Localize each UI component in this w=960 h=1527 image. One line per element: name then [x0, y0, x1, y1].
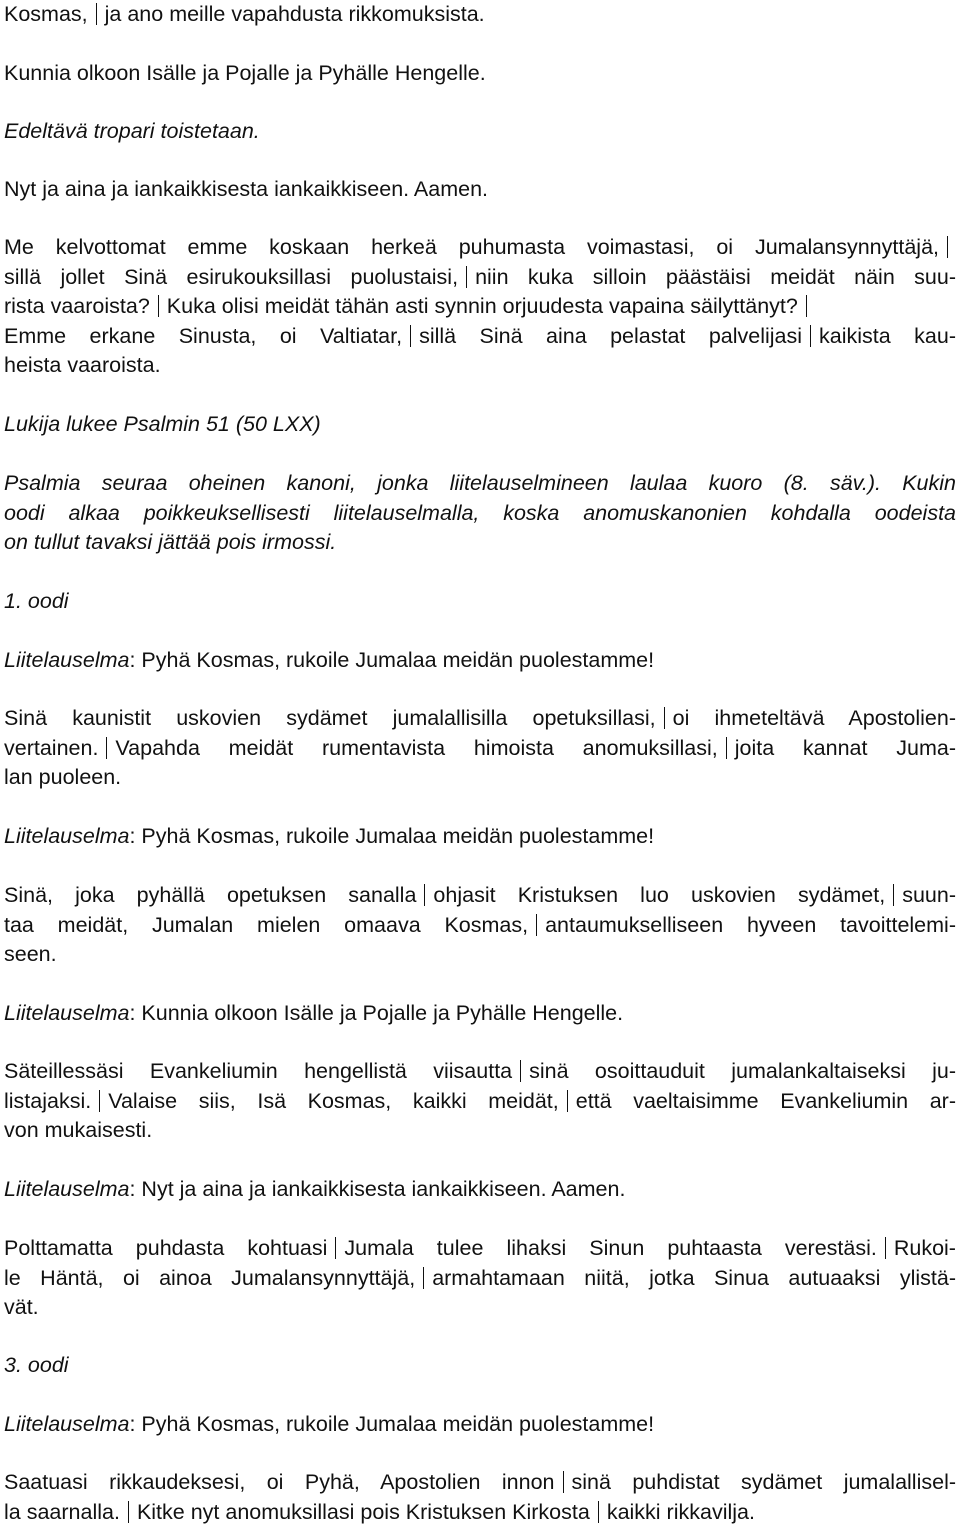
text-segment: suun-	[902, 883, 956, 907]
text-segment: Jumala tulee lihaksi Sinun puhtaasta verestäsi.	[344, 1236, 877, 1260]
phrase-divider	[536, 914, 537, 936]
text-segment: Vapahda meidät rumentavista himoista anomuksillasi,	[115, 735, 718, 760]
phrase-divider	[106, 737, 107, 759]
text-line	[4, 263, 956, 293]
phrase-divider	[598, 1501, 599, 1523]
phrase-divider	[893, 884, 894, 906]
refrain-label: Liitelauselma	[4, 648, 130, 672]
text-line: on tullut tavaksi jättää pois irmossi.	[4, 530, 337, 554]
text-segment: vertainen.	[4, 735, 99, 760]
text-line	[4, 881, 956, 911]
text-segment: Saatuasi rikkaudeksesi, oi Pyhä, Apostolien innon	[4, 1470, 555, 1494]
text-line: lan puoleen.	[4, 765, 122, 789]
refrain-label: Liitelauselma	[4, 1001, 130, 1025]
text-line	[4, 1498, 956, 1527]
ode-heading-1	[4, 587, 956, 617]
text-segment: Emme erkane Sinusta, oi Valtiatar,	[4, 323, 403, 348]
text-segment: Me kelvottomat emme koskaan herkeä puhumasta voimastasi, oi Jumalansynnyttäjä,	[4, 235, 939, 259]
text-line	[4, 292, 956, 322]
text-line	[4, 646, 956, 676]
text-segment: oi ihmeteltävä Apostolien-	[672, 706, 956, 730]
text-line: vät.	[4, 1295, 39, 1319]
refrain-line	[4, 1410, 956, 1440]
text-line	[4, 999, 956, 1029]
text-line: Edeltävä tropari toistetaan.	[4, 119, 260, 143]
troparion-block	[4, 704, 956, 793]
rubric-psalm	[4, 410, 956, 440]
text-line	[4, 0, 956, 30]
text-segment: Kosmas,	[4, 2, 88, 26]
text-segment: rista vaaroista?	[4, 294, 150, 318]
text-line: seen.	[4, 942, 57, 966]
phrase-divider	[520, 1060, 521, 1082]
text-segment: taa meidät, Jumalan mielen omaava Kosmas,	[4, 912, 529, 937]
text-block-now-and-ever	[4, 175, 956, 205]
text-segment: la saarnalla.	[4, 1499, 120, 1524]
phrase-divider	[128, 1501, 129, 1523]
text-line	[4, 1087, 956, 1117]
phrase-divider	[947, 236, 948, 258]
theotokion-block	[4, 233, 956, 381]
text-segment: Polttamatta puhdasta kohtuasi	[4, 1236, 328, 1260]
phrase-divider	[466, 266, 467, 288]
text-line	[4, 1468, 956, 1498]
text-segment: Kuka olisi meidät tähän asti synnin orjuudesta vapaina säilyttänyt?	[166, 294, 798, 318]
text-line: heista vaaroista.	[4, 353, 161, 377]
text-line: Nyt ja aina ja iankaikkisesta iankaikkiseen. Aamen.	[4, 177, 489, 201]
rubric-repeat	[4, 117, 956, 147]
refrain-label: Liitelauselma	[4, 824, 130, 848]
refrain-line	[4, 1175, 956, 1205]
phrase-divider	[96, 3, 97, 25]
text-segment: Kitke nyt anomuksillasi pois Kristuksen Kirkosta	[136, 1499, 590, 1524]
text-line	[4, 1175, 956, 1205]
phrase-divider	[810, 325, 811, 347]
text-segment: Sinä kaunistit uskovien sydämet jumalallisilla opetuksillasi,	[4, 706, 656, 730]
phrase-divider	[664, 707, 665, 729]
refrain-text: : Pyhä Kosmas, rukoile Jumalaa meidän puolestamme!	[129, 648, 655, 672]
phrase-divider	[99, 1090, 100, 1112]
troparion-block	[4, 1468, 956, 1527]
text-line: von mukaisesti.	[4, 1118, 153, 1142]
rubric-canon-intro	[4, 469, 956, 558]
text-segment: antaumukselliseen hyveen tavoittelemi-	[545, 912, 956, 937]
text-segment: Valaise siis, Isä Kosmas, kaikki meidät,	[108, 1088, 559, 1113]
text-line	[4, 704, 956, 734]
troparion-block	[4, 1057, 956, 1146]
text-line	[4, 322, 956, 352]
text-segment: Säteillessäsi Evankeliumin hengellistä viisautta	[4, 1059, 513, 1083]
refrain-text: : Nyt ja aina ja iankaikkisesta iankaikkiseen. Aamen.	[129, 1177, 626, 1201]
phrase-divider	[567, 1090, 568, 1112]
text-line	[4, 734, 956, 764]
phrase-divider	[410, 325, 411, 347]
phrase-divider	[806, 295, 807, 317]
text-line	[4, 822, 956, 852]
refrain-line	[4, 999, 956, 1029]
text-line: Kunnia olkoon Isälle ja Pojalle ja Pyhälle Hengelle.	[4, 61, 486, 85]
text-segment: ohjasit Kristuksen luo uskovien sydämet,	[433, 883, 886, 907]
text-segment: sinä osoittauduit jumalankaltaiseksi ju-	[529, 1059, 956, 1083]
text-segment: armahtamaan niitä, jotka Sinua autuaaksi ylistä-	[432, 1265, 956, 1290]
text-line	[4, 1264, 956, 1294]
troparion-block	[4, 881, 956, 970]
refrain-label: Liitelauselma	[4, 1412, 130, 1436]
refrain-text: : Pyhä Kosmas, rukoile Jumalaa meidän puolestamme!	[129, 824, 655, 848]
text-line: 3. oodi	[4, 1353, 69, 1377]
refrain-line	[4, 822, 956, 852]
text-segment: joita kannat Juma-	[734, 735, 956, 760]
text-segment: sillä jollet Sinä esirukouksillasi puolustaisi,	[4, 264, 459, 289]
text-segment: niin kuka silloin päästäisi meidät näin suu-	[475, 264, 957, 289]
text-line: 1. oodi	[4, 589, 69, 613]
phrase-divider	[424, 884, 425, 906]
text-segment: sinä puhdistat sydämet jumalallisel-	[571, 1470, 957, 1494]
text-line: Psalmia seuraa oheinen kanoni, jonka liitelauselmineen laulaa kuoro (8. säv.). Kukin	[4, 471, 956, 495]
text-line	[4, 233, 956, 263]
refrain-line	[4, 646, 956, 676]
text-line: oodi alkaa poikkeuksellisesti liitelauselmalla, koska anomuskanonien kohdalla oodeista	[4, 500, 956, 525]
text-segment: Rukoi-	[893, 1236, 956, 1260]
phrase-divider	[885, 1237, 886, 1259]
text-line	[4, 1410, 956, 1440]
ode-heading-3	[4, 1351, 956, 1381]
text-segment: ja ano meille vapahdusta rikkomuksista.	[104, 2, 485, 26]
text-line: Lukija lukee Psalmin 51 (50 LXX)	[4, 412, 321, 436]
text-line	[4, 911, 956, 941]
refrain-label: Liitelauselma	[4, 1177, 130, 1201]
text-line	[4, 1057, 956, 1087]
text-line	[4, 1234, 956, 1264]
text-segment: kaikista kau-	[819, 323, 956, 348]
text-segment: listajaksi.	[4, 1088, 92, 1113]
text-block-glory	[4, 59, 956, 89]
refrain-text: : Kunnia olkoon Isälle ja Pojalle ja Pyhälle Hengelle.	[129, 1001, 624, 1025]
phrase-divider	[423, 1267, 424, 1289]
phrase-divider	[726, 737, 727, 759]
text-segment: sillä Sinä aina pelastat palvelijasi	[419, 323, 803, 348]
phrase-divider	[158, 295, 159, 317]
text-segment: että vaeltaisimme Evankeliumin ar-	[575, 1088, 956, 1113]
phrase-divider	[335, 1237, 336, 1259]
refrain-text: : Pyhä Kosmas, rukoile Jumalaa meidän puolestamme!	[129, 1412, 655, 1436]
phrase-divider	[563, 1471, 564, 1493]
text-segment: kaikki rikkavilja.	[606, 1499, 755, 1524]
theotokion-block	[4, 1234, 956, 1323]
text-segment: Sinä, joka pyhällä opetuksen sanalla	[4, 883, 417, 907]
text-block-continuation	[4, 0, 956, 30]
text-segment: le Häntä, oi ainoa Jumalansynnyttäjä,	[4, 1265, 416, 1290]
